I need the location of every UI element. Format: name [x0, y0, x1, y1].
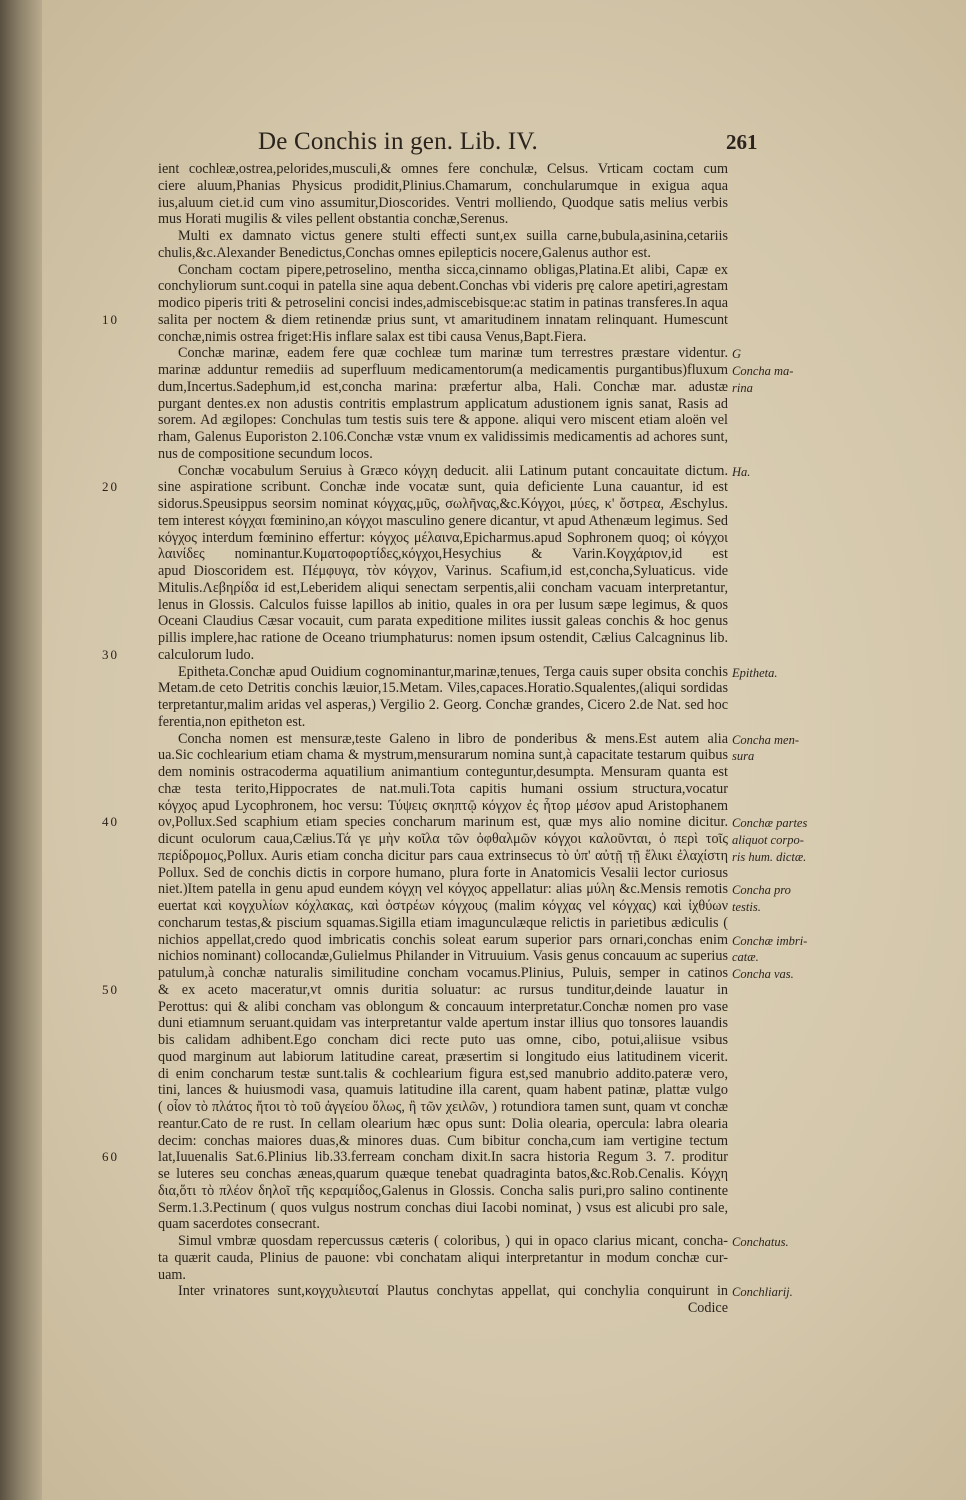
- text-line: [158, 329, 728, 346]
- line-text: decim: conchas maiores duas,& minores duas. Cum bibitur concha,cum iam vertigine tectum: [158, 1132, 728, 1149]
- text-line: [158, 1183, 728, 1200]
- text-line: [158, 714, 728, 731]
- line-text: apud Dioscoridem est. Πέμφυγα, τὸν κόγχον, Varinus. Scafium,id est,concha,Syluaticus. vide: [158, 563, 728, 579]
- text-line: [158, 831, 804, 848]
- line-text: nichios appellat,credo quod imbricatis conchis soleat earum superior pars ornari,conchas enim: [158, 931, 728, 948]
- marginal-note: Concha men-: [732, 732, 799, 747]
- line-text: bis calidam adhibent.Ego concham dici recte puto uas omne, cibo, potui,aliisue vsibus: [158, 1032, 728, 1048]
- marginal-note: Concha pro: [732, 883, 791, 898]
- line-text: Perottus: qui & alibi concham vas oblongum & concauum interpretatur.Conchæ nomen pro vase: [158, 998, 728, 1015]
- line-text: Codice: [687, 1300, 728, 1316]
- line-text: modico piperis triti & petroselini concisi indes,admiscebisque:ac statim in patinas transferes.In aqua: [158, 295, 728, 311]
- line-text: Epitheta.Conchæ apud Ouidium cognominantur,marinæ,tenues, Terga cauis super obsita conchis: [178, 663, 728, 680]
- line-text: di enim concharum testæ sunt.talis & cochlearium figura est,sed manubrio addito.pateræ vero,: [158, 1065, 728, 1082]
- marginal-note: G: [732, 347, 742, 362]
- line-number: 40: [102, 814, 119, 830]
- text-line: [158, 412, 728, 429]
- line-text: nus de compositione secundum locos.: [158, 445, 373, 462]
- line-number: 30: [102, 646, 119, 662]
- text-line: [158, 1116, 728, 1133]
- line-text: Conchæ marinæ, eadem fere quæ cochleæ tum marinæ tum terrestres præstare videntur.: [178, 345, 728, 362]
- line-text: ua.Sic cochlearium etiam chama & mystrum,mensurarum nomina sunt,à capacitate testarum quibus: [158, 747, 728, 764]
- marginal-note: Concha ma-: [732, 364, 794, 378]
- text-line: [158, 1082, 728, 1099]
- line-text: dem nominis ostracoderma aquatilium animantium conteguntur,desumpta. Mensuram quanta est: [158, 764, 728, 780]
- marginal-note: Conchatus.: [732, 1235, 789, 1249]
- book-gutter: [0, 0, 42, 1500]
- line-text: tini, lances & huiusmodi vasa, quamuis latitudine illa carent, quam habent patinæ, plattæ vulgo: [158, 1082, 728, 1099]
- marginal-note: Epitheta.: [732, 665, 778, 680]
- line-text: dum,Incertus.Sadephum,id est,concha marina: præfertur alba, Hali. Conchæ mar. adustæ: [158, 378, 728, 395]
- line-text: reantur.Cato de re rust. In cellam olearium hæc opus sunt: Dolia olearia, opercula: labra olearia: [158, 1115, 728, 1132]
- line-text: lenus in Glossis. Calculos fuisse lapillos ab initio, quales in ora per lusum sæpe legimus, & quos: [158, 596, 728, 613]
- text-line: [158, 865, 728, 882]
- text-line: [158, 195, 728, 212]
- text-line: [158, 546, 728, 563]
- text-line: [158, 1200, 728, 1217]
- text-line: [158, 948, 759, 965]
- line-text: purgant dentes.ex non adustis contritis emplastrum applicatum adustionem ignis sanat, Rasis ad: [158, 395, 728, 412]
- text-line: [158, 228, 728, 245]
- text-line: [158, 1250, 728, 1267]
- line-text: chulis,&c.Alexander Benedictus,Conchas omnes epilepticis nocere,Galenus author est.: [158, 244, 651, 261]
- text-line: [102, 1149, 728, 1166]
- line-text: λαινίδες nominantur.Κυματοφορτίδες,κόγχοι,Hesychius & Varin.Κογχάριον,id est: [158, 546, 728, 563]
- text-line: [158, 1267, 728, 1284]
- line-text: Serm.1.3.Pectinum ( quos vulgus nostrum conchas diui Iacobi nominat, ) vsus est alicubi pro sale,: [158, 1199, 728, 1216]
- text-line: [158, 429, 728, 446]
- text-line: [158, 1283, 793, 1300]
- line-text: se luteres seu conchas æneas,quarum quæque tenebat quadraginta batos,&c.Rob.Cenalis. Κόγχη: [158, 1166, 728, 1182]
- line-text: ciere aluum,Phanias Physicus prodidit,Plinius.Chamarum, conchularumque in exigua aqua: [158, 177, 728, 194]
- line-text: Oceani Claudius Cæsar vocauit, cum parata expeditione milites iussit galeas conchis & hoc genus: [158, 613, 728, 630]
- text-line: [158, 530, 728, 547]
- line-text: quam sacerdotes consecrant.: [158, 1216, 320, 1233]
- line-number: 60: [102, 1149, 119, 1165]
- text-line: [158, 563, 728, 580]
- line-text: & ex aceto maceratur,vt omnis duritia soluatur: ac rursus tunditur,deinde lauatur in: [158, 981, 728, 998]
- text-line: [158, 1049, 728, 1066]
- marginal-note: Ha.: [732, 464, 751, 479]
- text-line: [158, 211, 728, 228]
- text-line: [158, 747, 755, 764]
- line-text: pillis implere,hac ratione de Oceano triumphaturus: nomen ipsum ostendit, Cælius Calcagninus lib.: [158, 630, 728, 646]
- running-title: De Conchis in gen. Lib. IV.: [258, 128, 538, 155]
- running-header: [0, 128, 966, 158]
- text-line: [158, 262, 728, 279]
- text-line: [158, 663, 778, 681]
- line-text: Concham coctam pipere,petroselino, mentha sicca,cinnamo obligas,Platina.Et alibi, Capæ ex: [178, 261, 728, 278]
- marginal-note: rina: [732, 380, 753, 395]
- line-text: calculorum ludo.: [158, 646, 255, 663]
- line-text: patulum,à conchæ naturalis similitudine concham vocamus.Plinius, Puluis, semper in catinos: [158, 965, 728, 981]
- text-line: [158, 764, 728, 781]
- text-line: [158, 1066, 728, 1083]
- text-line: [158, 597, 728, 614]
- marginal-note: Conchæ partes: [732, 816, 808, 831]
- line-text: terpretantur,malim aridas vel asperas,) Vergilio 2. Georg. Conchæ grandes, Cicero 2.de Nat. sed hoc: [158, 697, 728, 713]
- text-line: [158, 362, 794, 379]
- marginal-note: Conchæ imbri-: [732, 933, 808, 948]
- text-line: [158, 1166, 728, 1183]
- line-text: κόγχος interdum fœminino effertur: κόγχος μέλαινα,Epicharmus.apud Sophronem quoq; οἱ κόγχοι: [158, 529, 728, 546]
- marginal-note: sura: [732, 749, 755, 764]
- text-line: [158, 697, 728, 714]
- marginal-note: testis.: [732, 900, 761, 914]
- line-text: Metam.de ceto Detritis conchis læuior,15.Metam. Viles,capaces.Horatio.Squalentes,(aliqui sordidas: [158, 680, 728, 697]
- line-text: quod marginum aut labiorum latitudine careat, præsertim si longitudo eius latitudinem vicerit.: [158, 1048, 728, 1065]
- text-line: [158, 1032, 728, 1049]
- text-line: [158, 680, 728, 697]
- text-line: [158, 898, 761, 915]
- text-line: [158, 496, 728, 513]
- line-text: ferentia,non epitheton est.: [158, 713, 306, 730]
- line-text: lat,Iuuenalis Sat.6.Plinius lib.33.ferream concham dixit.In sacra historia Regum 3. 7. proditur: [158, 1149, 728, 1166]
- marginal-note: Concha vas.: [732, 967, 794, 981]
- text-line: [158, 915, 728, 932]
- text-line: [158, 161, 728, 178]
- text-line: [158, 345, 742, 362]
- text-line: [158, 1300, 728, 1317]
- line-text: ient cochleæ,ostrea,pelorides,musculi,& omnes fere conchulæ, Celsus. Vrticam coctam cum: [158, 161, 728, 177]
- text-line: [102, 479, 728, 496]
- text-line: [158, 1216, 728, 1233]
- line-text: marinæ adduntur remediis ad superfluum medicamentorum(a medicamentis purgantibus)fluxum: [158, 362, 728, 378]
- line-number: 50: [102, 981, 119, 997]
- text-line: [158, 781, 728, 798]
- line-text: Inter vrinatores sunt,κογχυλιευταί Plautus conchytas appellat, qui conchylia conquirunt in: [178, 1283, 728, 1300]
- line-text: ius,aluum ciet.id cum vino assumitur,Dioscorides. Ventri molliendo, Quodque satis melius verbis: [158, 194, 728, 211]
- line-text: ον,Pollux.Sed scaphium etiam species concharum marinum est, quæ mys alio nomine dicitur.: [158, 814, 728, 831]
- marginal-note: Conchliarij.: [732, 1285, 793, 1300]
- text-line: [158, 446, 728, 463]
- line-text: sine aspiratione scribunt. Conchæ inde vocatæ sunt, quia deficiente Luna cauantur, id est: [158, 479, 728, 496]
- text-line: [158, 630, 728, 647]
- text-line: [158, 295, 728, 312]
- text-line: [158, 396, 728, 413]
- line-text: ( οἷον τὸ πλάτος ἤτοι τὸ τοῦ ἀγγείου ὅλως, ἢ τῶν χειλῶν, ) rotundiora tamen sunt, quam vt conchæ: [158, 1099, 728, 1115]
- line-text: Concha nomen est mensuræ,teste Galeno in libro de ponderibus & mens.Est autem alia: [178, 730, 728, 747]
- line-text: conchyliorum sunt.coqui in patella sine aqua debent.Conchas vbi videris prę calore apetiri,agrestam: [158, 278, 728, 295]
- line-text: Mitulis.Λεβηρίδα id est,Leberidem aliqui senectam serpentis,alii concham vacuam interpretantur,: [158, 579, 728, 596]
- text-line: [158, 245, 728, 262]
- line-number: 20: [102, 479, 119, 495]
- line-text: duni etiamnum seruant.quidam vas interpretantur valde apertum instar illius quo tonsores lauandis: [158, 1015, 728, 1032]
- page-number: 261: [726, 130, 758, 154]
- line-text: Simul vmbræ quosdam repercussus cæteris ( coloribus, ) qui in opaco clarius micant, concha-: [178, 1233, 728, 1249]
- line-text: Conchæ vocabulum Seruius à Græco κόγχη deducit. alii Latinum putant concauitate dictum.: [178, 462, 728, 479]
- marginal-note: ris hum. dictæ.: [732, 849, 807, 864]
- line-text: κόγχος apud Lycophronem, hoc versu: Τύψεις σκηπτῷ κόγχον ἐς ἧτορ μέσον apud Aristophanem: [158, 797, 728, 814]
- line-text: uam.: [158, 1266, 186, 1283]
- line-text: concharum testas,& piscium squamas.Sigilla etiam imagunculæque relictis in parietibus ædiculis (: [158, 914, 728, 931]
- line-text: salita per noctem & diem retinendæ prius sunt, vt amaritudinem innatam relinquant. Humescunt: [158, 311, 728, 328]
- text-line: [158, 278, 728, 295]
- line-text: Multi ex damnato victus genere stulti effecti sunt,ex suilla carne,bubula,asinina,cetariis: [178, 228, 728, 244]
- marginal-note: catæ.: [732, 950, 759, 965]
- line-text: dicunt oculorum caua,Cælius.Τά γε μὴν κοῖλα τῶν ὀφθαλμῶν κόγχοι καλοῦνται, ὁ περὶ τοῖς: [158, 831, 728, 847]
- line-text: conchæ,nimis ostrea friget:His inflare salax est tibi causa Venus,Bapt.Fiera.: [158, 328, 587, 345]
- line-text: rham, Galenus Euporiston 2.106.Conchæ vstæ vnum ex validissimis medicamentis ad achores sunt,: [158, 429, 728, 445]
- text-line: [158, 798, 728, 815]
- text-line: [102, 981, 728, 999]
- line-number: 10: [102, 311, 119, 327]
- text-line: [158, 965, 794, 982]
- line-text: ta quærit cauda, Plinius de pauone: vbi conchatam aliqui interpretantur in modum conchæ cur-: [158, 1249, 728, 1266]
- line-text: tem interest κόγχαι fœminino,an κόγχοι masculino genere dicantur, vt apud Athenæum legimus. Sed: [158, 512, 728, 529]
- text-line: [158, 1015, 728, 1032]
- line-text: mus Horati mugilis & viles pellent obstantia conchæ,Serenus.: [158, 211, 509, 228]
- text-line: [158, 1233, 789, 1250]
- line-text: περίδρομος,Pollux. Auris etiam concha dicitur pars caua extrinsecus τὸ ὑπ' αὐτῇ τῇ ἕλικι ἐλαχίστη: [158, 847, 728, 864]
- line-text: chæ testa terito,Hippocrates de nat.muli.Tota capitis humani ossium structura,vocatur: [158, 780, 728, 797]
- text-line: [158, 178, 728, 195]
- text-line: [158, 580, 728, 597]
- page-body-text: [102, 161, 808, 1317]
- text-line: [102, 646, 728, 664]
- text-line: [158, 881, 791, 898]
- line-text: sorem. Ad ægilopes: Conchulas tum testis suis tere & appone. aliqui vero miscent etiam aloën vel: [158, 412, 728, 429]
- text-line: [158, 378, 753, 396]
- text-line: [158, 462, 751, 480]
- text-line: [102, 311, 728, 329]
- text-line: [102, 814, 808, 831]
- line-text: δια,ὅτι τὸ πλέον δηλοῖ τῆς κεραμίδος,Galenus in Glossis. Concha salis puri,pro salino continente: [158, 1182, 728, 1199]
- text-line: [158, 999, 728, 1016]
- text-line: [158, 1133, 728, 1150]
- text-line: [158, 1099, 728, 1116]
- line-text: Pollux. Sed de conchis dictis in corpore humano, plura forte in Anatomicis Vesalii lector curiosus: [158, 864, 728, 881]
- text-line: [158, 847, 807, 865]
- line-text: nichios nominant) collocandæ,Gulielmus Philander in Vitruuium. Vasis genus concauum ac superius: [158, 948, 728, 965]
- text-line: [158, 730, 799, 748]
- line-text: niet.)Item patella in genu apud eundem κόγχη vel κόγχος appellatur: alias μύλη &c.Mensis remotis: [158, 881, 728, 898]
- text-line: [158, 931, 808, 949]
- marginal-note: aliquot corpo-: [732, 833, 804, 847]
- line-text: sidorus.Speusippus seorsim nominat κόγχας,μῦς, σωλῆνας,&c.Κόγχοι, μύες, κ' ὄστρεα, Æschylus.: [158, 496, 728, 512]
- text-line: [158, 513, 728, 530]
- line-text: euertat καὶ κογχυλίων κόχλακας, καὶ ὀστρέων κόγχους (malim κόγχας vel κόγχας) καὶ ἰχθύων: [158, 898, 728, 914]
- text-line: [158, 613, 728, 630]
